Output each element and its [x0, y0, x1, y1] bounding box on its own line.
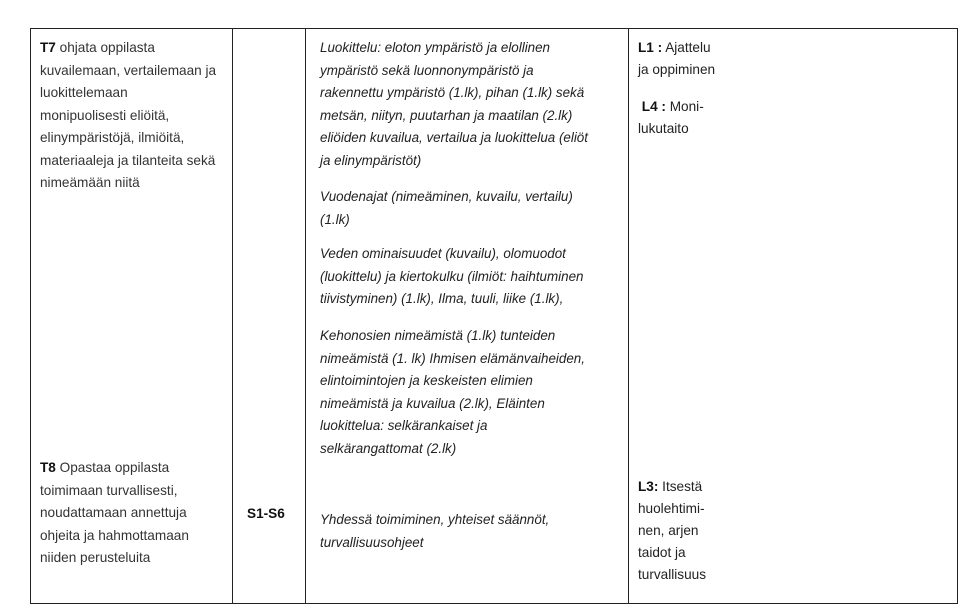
content-line: Kehonosien nimeämistä (1.lk) tunteiden [320, 328, 556, 343]
content-line: Yhdessä toimiminen, yhteiset säännöt, [320, 512, 550, 527]
column-divider-2 [305, 28, 306, 604]
content-classification [320, 37, 588, 172]
competence-line: nen, arjen [638, 523, 699, 538]
content-line: Veden ominaisuudet (kuvailu), olomuodot [320, 246, 566, 261]
goal-t7-line: monipuolisesti eliöitä, [40, 107, 170, 123]
competence-line: Itsestä [662, 479, 703, 494]
content-safety [320, 509, 549, 554]
competence-l3 [638, 476, 706, 586]
goal-t7-line: ohjata oppilasta [59, 40, 155, 55]
table-right-border [957, 28, 958, 604]
content-line: ja elinympäristöt) [320, 152, 422, 168]
competence-line: huolehtimi- [638, 501, 705, 516]
goal-t7-code: T7 [40, 40, 56, 55]
competence-l1-code: L1 : [638, 40, 663, 55]
table-bottom-border [30, 603, 958, 604]
goal-t7-line: kuvailemaan, vertailemaan ja [40, 62, 217, 78]
goal-t7-line: nimeämään niitä [40, 175, 140, 190]
competence-line: Ajattelu [665, 40, 711, 55]
content-line: luokittelua: selkärankaiset ja [320, 418, 488, 433]
content-line: Luokittelu: eloton ympäristö ja elollinen [320, 40, 551, 55]
competence-line: Moni- [669, 99, 704, 114]
competence-line: turvallisuus [638, 567, 706, 582]
column-divider-3 [628, 28, 629, 604]
content-line: eliöiden kuvailua, vertailua ja luokittelua (eliöt [320, 130, 588, 145]
content-line: elintoimintojen ja keskeisten elimien [320, 373, 533, 388]
content-line: nimeämistä (1. lk) Ihmisen elämänvaiheiden, [320, 350, 585, 366]
content-line: ympäristö sekä luonnonympäristö ja [320, 62, 534, 78]
goal-t7-line: elinympäristöjä, ilmiöitä, [40, 130, 185, 145]
content-body [320, 325, 585, 460]
goal-t7-line: luokittelemaan [40, 85, 128, 100]
content-line: selkärangattomat (2.lk) [320, 440, 457, 456]
competence-line: ja oppiminen [638, 62, 716, 77]
content-line: rakennettu ympäristö (1.lk), pihan (1.lk) sekä [320, 85, 585, 100]
competence-line: lukutaito [638, 121, 689, 136]
table-top-border [30, 28, 958, 29]
goal-t7-line: materiaaleja ja tilanteita sekä [40, 152, 216, 168]
content-seasons [320, 186, 573, 231]
goal-t8-line: toimimaan turvallisesti, [40, 482, 178, 498]
competence-l4-code: L4 : [641, 99, 666, 114]
competence-l3-code: L3: [638, 479, 659, 494]
content-line: tiivistyminen) (1.lk), Ilma, tuuli, liike (1.lk), [320, 291, 564, 306]
competence-line: taidot ja [638, 545, 686, 560]
content-area-code: S1-S6 [247, 506, 285, 521]
content-water [320, 243, 583, 311]
goal-t8 [40, 457, 189, 570]
column-divider-1 [232, 28, 233, 604]
goal-t8-code: T8 [40, 460, 56, 475]
competence-l1 [638, 37, 715, 81]
content-line: metsän, niityn, puutarhan ja maatilan (2.lk) [320, 107, 573, 123]
goal-t7 [40, 37, 216, 195]
content-line: nimeämistä ja kuvailua (2.lk), Eläinten [320, 395, 545, 411]
table-left-border [30, 28, 31, 604]
goal-t8-line: ohjeita ja hahmottamaan [40, 527, 189, 543]
content-line: (luokittelu) ja kiertokulku (ilmiöt: haihtuminen [320, 268, 584, 284]
content-line: turvallisuusohjeet [320, 534, 424, 550]
goal-t8-line: Opastaa oppilasta [59, 460, 170, 475]
content-line: (1.lk) [320, 211, 350, 227]
content-line: Vuodenajat (nimeäminen, kuvailu, vertailu) [320, 189, 573, 204]
goal-t8-line: noudattamaan annettuja [40, 505, 187, 520]
goal-t8-line: niiden perusteluita [40, 550, 151, 565]
competence-l4 [638, 96, 704, 140]
